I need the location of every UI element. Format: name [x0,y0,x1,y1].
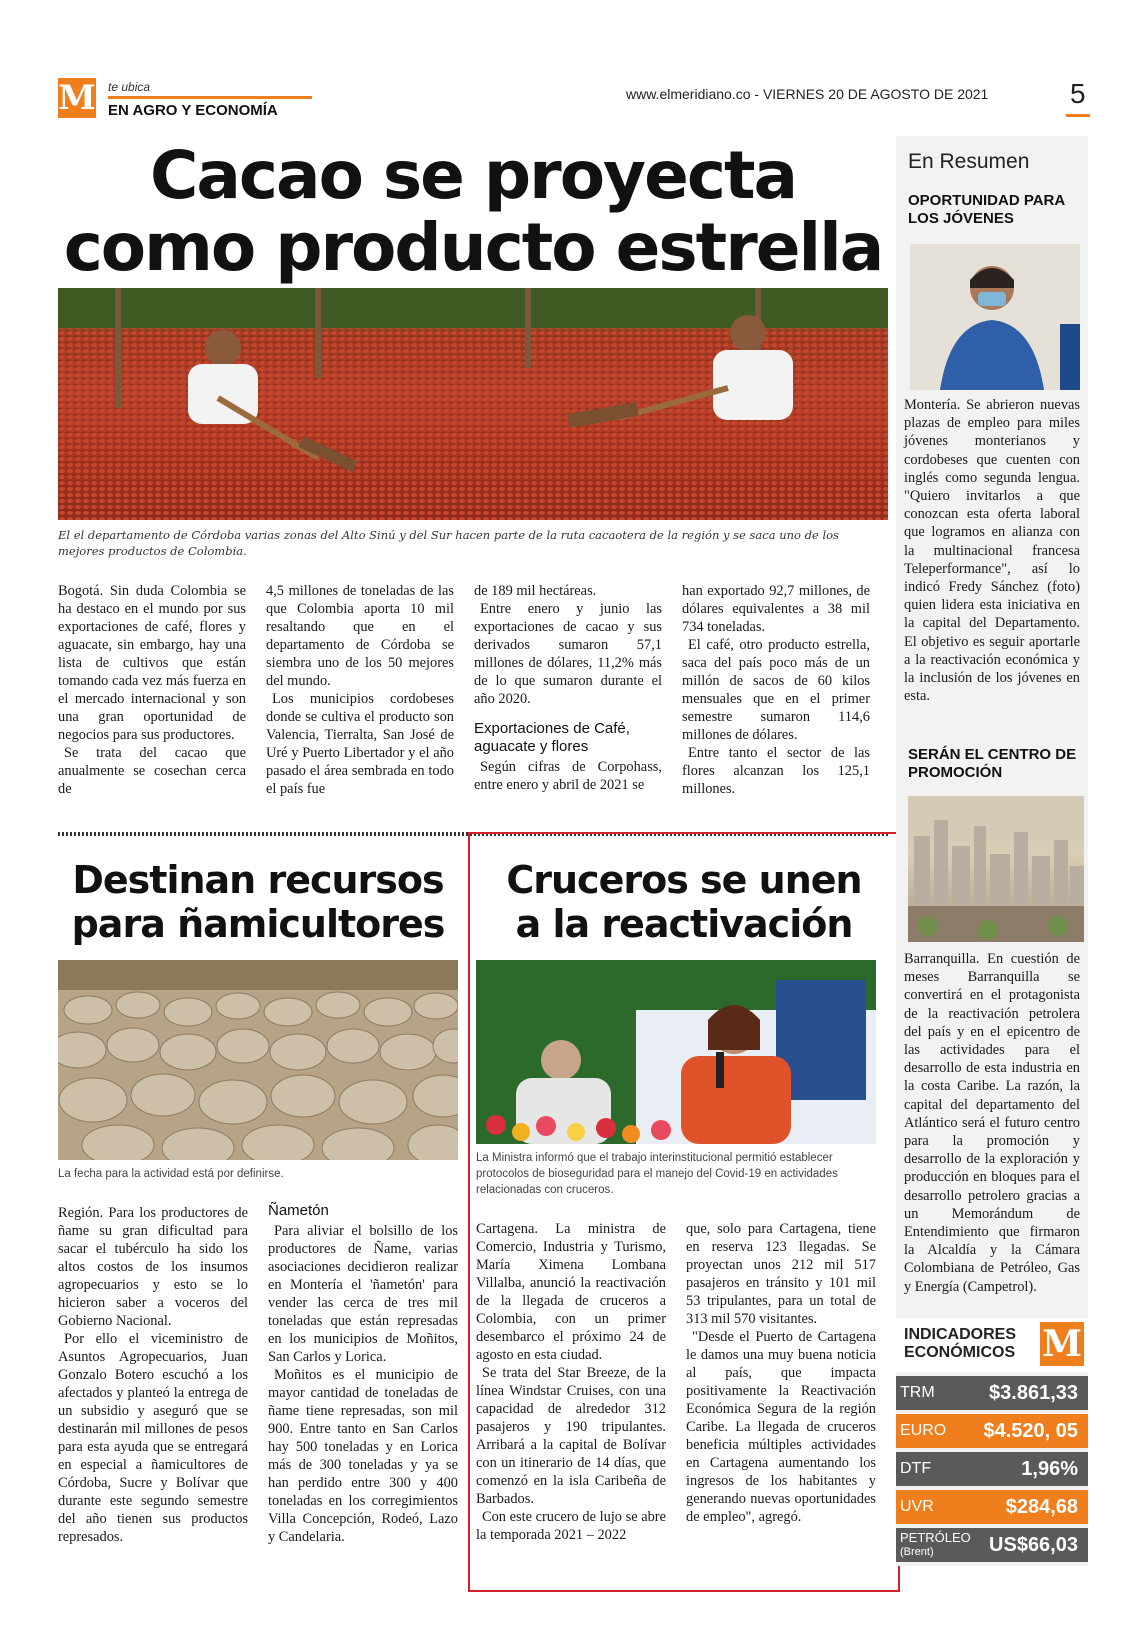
cruise-article-column-1 [476,1220,666,1544]
page-number: 5 [1070,78,1086,109]
header-tagline: te ubica [108,80,151,94]
main-col3-p1: de 189 mil hectáreas. [474,583,597,599]
cruise-col1-p3: Con este crucero de lujo se abre la temporada 2021 – 2022 [476,1509,666,1543]
section-title: EN AGRO Y ECONOMÍA [108,102,278,119]
cruise-col1-p2: Se trata del Star Breeze, de la línea Windstar Cruises, con una capacidad de alrededor 312 pasajeros y 190 tripulantes. Arribará a la capital de Bolívar con un itinerario de 14 días, que comenzó en la isla Caribeña de Barbados. [476,1365,666,1507]
indicator-label: EURO [900,1422,947,1439]
indicator-row-petroleo [896,1528,1088,1562]
main-col4-p3: Entre tanto el sector de las flores alcanzan los 125,1 millones. [682,745,870,797]
main-headline-line-1: Cacao se proyecta [149,137,797,214]
indicator-value: $284,68 [1005,1495,1078,1518]
cruise-headline-line-1: Cruceros se unen [506,858,862,902]
indicator-label: DTF [900,1460,932,1477]
minister-photo-caption: La Ministra informó que el trabajo interinstitucional permitió establecer protocolos de bioseguridad para el manejo del Covid-19 en actividades relacionadas con cruceros. [476,1152,838,1196]
newspaper-logo: M [58,78,96,118]
name-headline [58,858,458,946]
sidebar-portrait-illustration [910,244,1080,390]
website-date: www.elmeridiano.co - VIERNES 20 DE AGOSTO DE 2021 [626,86,989,102]
indicator-row-trm [896,1376,1088,1410]
cacao-photo-illustration [58,288,888,520]
indicator-row-uvr [896,1490,1088,1524]
indicator-value: $4.520, 05 [983,1419,1078,1442]
main-col3-subhead: Exportaciones de Café, aguacate y flores [474,720,630,755]
main-article-column-2 [266,582,454,798]
indicator-label: PETRÓLEO [900,1530,971,1545]
cruise-headline [476,858,892,946]
main-col3-p3: Según cifras de Corpohass, entre enero y abril de 2021 se [474,759,662,793]
sidebar-item1-text: Montería. Se abrieron nuevas plazas de empleo para miles jóvenes monterianos y cordobeses que cuenten con inglés como segunda lengua. "Quiero invitarlos a que conozcan esta oferta laboral que logramos en alianza con la multinacional francesa Teleperformance", así lo indicó Fredy Sánchez (foto) quien lidera esta iniciativa en la capital del Departamento. El objetivo es seguir aportarle a la reactivación económica y la inclusión de los jóvenes en esta. [904,397,1080,705]
indicators-title-line-1: INDICADORES [904,1326,1017,1343]
name-col2-subhead: Ñametón [268,1202,329,1219]
cacao-photo-caption: El el departamento de Córdoba varias zonas del Alto Sinú y del Sur hacen parte de la ruta cacaotera de la región y se saca uno de los mejores productos de Colombia. [58,528,839,558]
fredy-sanchez-photo [910,244,1080,390]
name-article-column-2 [268,1202,458,1546]
minister-photo-illustration [476,960,876,1144]
cruise-article-column-2 [686,1220,876,1526]
name-col1-p1: Región. Para los productores de ñame su gran dificultad para sacar el tubérculo ha sido los altos costos de los insumos agropecuarios y esto se lo hicieron saber a voceros del Gobierno Nacional. [58,1205,248,1329]
cruise-col2-p1: que, solo para Cartagena, tiene en reserva 123 llegadas. Se proyectan unos 212 mil 517 pasajeros en tránsito y 101 mil 53 tripulantes, para un total de 313 mil 570 visitantes. [686,1221,876,1327]
main-article-column-4 [682,582,870,798]
city-skyline-illustration [908,796,1084,942]
indicator-row-dtf [896,1452,1088,1486]
minister-press-photo [476,960,876,1144]
cruise-headline-line-2: a la reactivación [515,902,853,946]
name-col1-p2: Por ello el viceministro de Asuntos Agropecuarios, Juan Gonzalo Botero escuchó a los afectados y planteó la entrega de un subsidio y aseguró que se destinarán mil millones de pesos para esta ayuda que se entregará en especial a ñamicultores de Córdoba, Sucre y Bolívar que durante este segundo semestre del año tienen sus productos represados. [58,1331,248,1545]
name-tubers-photo [58,960,458,1160]
main-headline-line-2: como producto estrella [63,209,883,286]
indicator-label: UVR [900,1498,934,1515]
main-article-column-1 [58,582,246,798]
name-headline-line-1: Destinan recursos [72,858,444,902]
main-col2-p2: Los municipios cordobeses donde se cultiva el producto son Valencia, Tierralta, San José de Uré y Puerto Libertador y el año pasado el área sembrada en todo el país fue [266,691,454,797]
sidebar-title: En Resumen [908,150,1030,173]
sidebar-item2-text: Barranquilla. En cuestión de meses Barranquilla se convertirá en el protagonista de la reactivación petrolera del país y en el epicentro de las actividades para el desarrollo de esta industria en la costa Caribe. La razón, la capital del departamento del Atlántico será el futuro centro para la promoción y desarrollo de la exploración y producción en bloques para el desarrollo petrolero gracias a un Memorándum de Entendimiento que firmaron la Alcaldía y la Cámara Colombiana de Petróleo, Gas y Energía (Campetrol). [904,951,1080,1295]
indicator-value: US$66,03 [989,1533,1078,1556]
name-headline-line-2: para ñamicultores [71,902,445,946]
indicators-title [904,1326,1016,1362]
indicator-note: (Brent) [900,1546,934,1558]
name-photo-illustration [58,960,458,1160]
sidebar-item1-heading: OPORTUNIDAD PARA LOS JÓVENES [908,192,1065,227]
indicator-value: 1,96% [1021,1457,1078,1480]
main-col4-p1: han exportado 92,7 millones, de dólares equivalentes a 38 mil 734 toneladas. [682,583,870,635]
barranquilla-city-photo [908,796,1084,942]
cruise-col1-p1: Cartagena. La ministra de Comercio, Industria y Turismo, María Ximena Lombana Villalba, anunció la reactivación de la llegada de cruceros a Colombia, con un primer desembarco el próximo 24 de agosto en esta ciudad. [476,1221,666,1363]
indicator-label-petroleo [900,1531,971,1559]
main-col4-p2: El café, otro producto estrella, saca del país poco más de un millón de sacos de 60 kilos mensuales que en el primer semestre sumaron 114,6 millones de dólares. [682,637,870,743]
cacao-drying-photo [58,288,888,520]
indicators-title-line-2: ECONÓMICOS [904,1344,1016,1361]
indicator-label: TRM [900,1384,935,1401]
cruise-col2-p2: "Desde el Puerto de Cartagena le damos una muy buena noticia al país, que impacta positivamente la Reactivación Económica Segura de la región Caribe. La llegada de cruceros beneficia múltiples actividades en Cartagena aumentando los ingresos de los habitantes y generando nuevas oportunidades de empleo", agregó. [686,1329,876,1525]
main-headline [58,137,888,286]
header-accent-line [108,96,312,99]
main-col3-p2: Entre enero y junio las exportaciones de cacao y sus derivados sumaron 57,1 millones de dólares, 11,2% más de lo que sumaron durante el año 2020. [474,601,662,707]
main-col2-p1: 4,5 millones de toneladas de las que Colombia aporta 10 mil resaltando que en el departamento de Córdoba se siembra uno de los 50 mejores del mundo. [266,583,454,689]
main-col1-p2: Se trata del cacao que anualmente se cosechan cerca de [58,745,246,797]
name-article-column-1 [58,1204,248,1546]
name-col2-p2: Moñitos es el municipio de mayor cantidad de toneladas de ñame tiene represadas, son mil 900. Entre tanto en San Carlos hay 500 toneladas y en Lorica más de 300 toneladas y ya se han perdido entre 300 y 400 toneladas en los corregimientos Villa Concepción, Rodeó, Lazo y Candelaria. [268,1367,458,1545]
sidebar-item2-heading: SERÁN EL CENTRO DE PROMOCIÓN [908,746,1077,781]
indicators-logo: M [1040,1322,1084,1366]
indicator-row-euro [896,1414,1088,1448]
main-col1-p1: Bogotá. Sin duda Colombia se ha destaco en el mundo por sus exportaciones de café, flores y aguacate, sin embargo, hay una lista de cultivos que están tomando cada vez más fuerza en el mercado internacional y son una gran oportunidad de negocios para sus productores. [58,583,246,743]
indicator-value: $3.861,33 [989,1381,1078,1404]
page-number-underline [1066,114,1090,117]
main-article-column-3 [474,582,662,794]
name-col2-p1: Para aliviar el bolsillo de los productores de Ñame, varias asociaciones decidieron realizar en Montería el 'ñametón' para vender las cerca de tres mil toneladas que están represadas en los municipios de Moñitos, San Carlos y Lorica. [268,1223,458,1365]
name-photo-caption: La fecha para la actividad está por definirse. [58,1168,284,1180]
